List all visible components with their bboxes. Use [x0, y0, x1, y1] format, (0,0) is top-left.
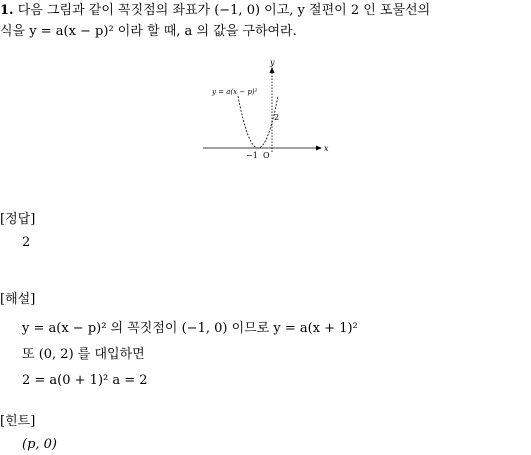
- y-axis-arrow: [270, 67, 275, 73]
- hint-heading: [힌트]: [0, 414, 36, 429]
- explanation-line-2: 또 (0, 2) 를 대입하면: [22, 347, 145, 362]
- question-line-1: [0, 4, 430, 17]
- answer-heading: [정답]: [0, 212, 36, 227]
- question-line-2: [0, 25, 297, 38]
- question-text-1: 다음 그림과 같이 꼭짓점의 좌표가 (−1, 0) 이고, y 절편이 2 인 포물선의: [17, 3, 431, 18]
- question-text-2: 식을 y = a(x − p)² 이라 할 때, a 의 값을 구하여라.: [0, 24, 297, 39]
- question-number: 1.: [0, 3, 14, 18]
- origin-label: O: [263, 151, 270, 160]
- explanation-line-3: 2 = a(0 + 1)² a = 2: [22, 373, 148, 388]
- x-axis-arrow: [316, 146, 322, 151]
- explanation-line-1: y = a(x − p)² 의 꼭짓점이 (−1, 0) 이므로 y = a(x + 1)²: [22, 321, 358, 336]
- curve-label: y = a(x − p)²: [212, 88, 258, 96]
- hint-value: (p, 0): [22, 437, 58, 452]
- y-intercept-label: 2: [274, 113, 280, 122]
- y-axis-label: y: [270, 58, 275, 67]
- explanation-heading: [해설]: [0, 292, 36, 307]
- parabola-figure: [200, 58, 335, 163]
- answer-value: 2: [22, 235, 31, 250]
- x-axis-label: x: [324, 144, 329, 153]
- vertex-label: −1: [246, 151, 258, 160]
